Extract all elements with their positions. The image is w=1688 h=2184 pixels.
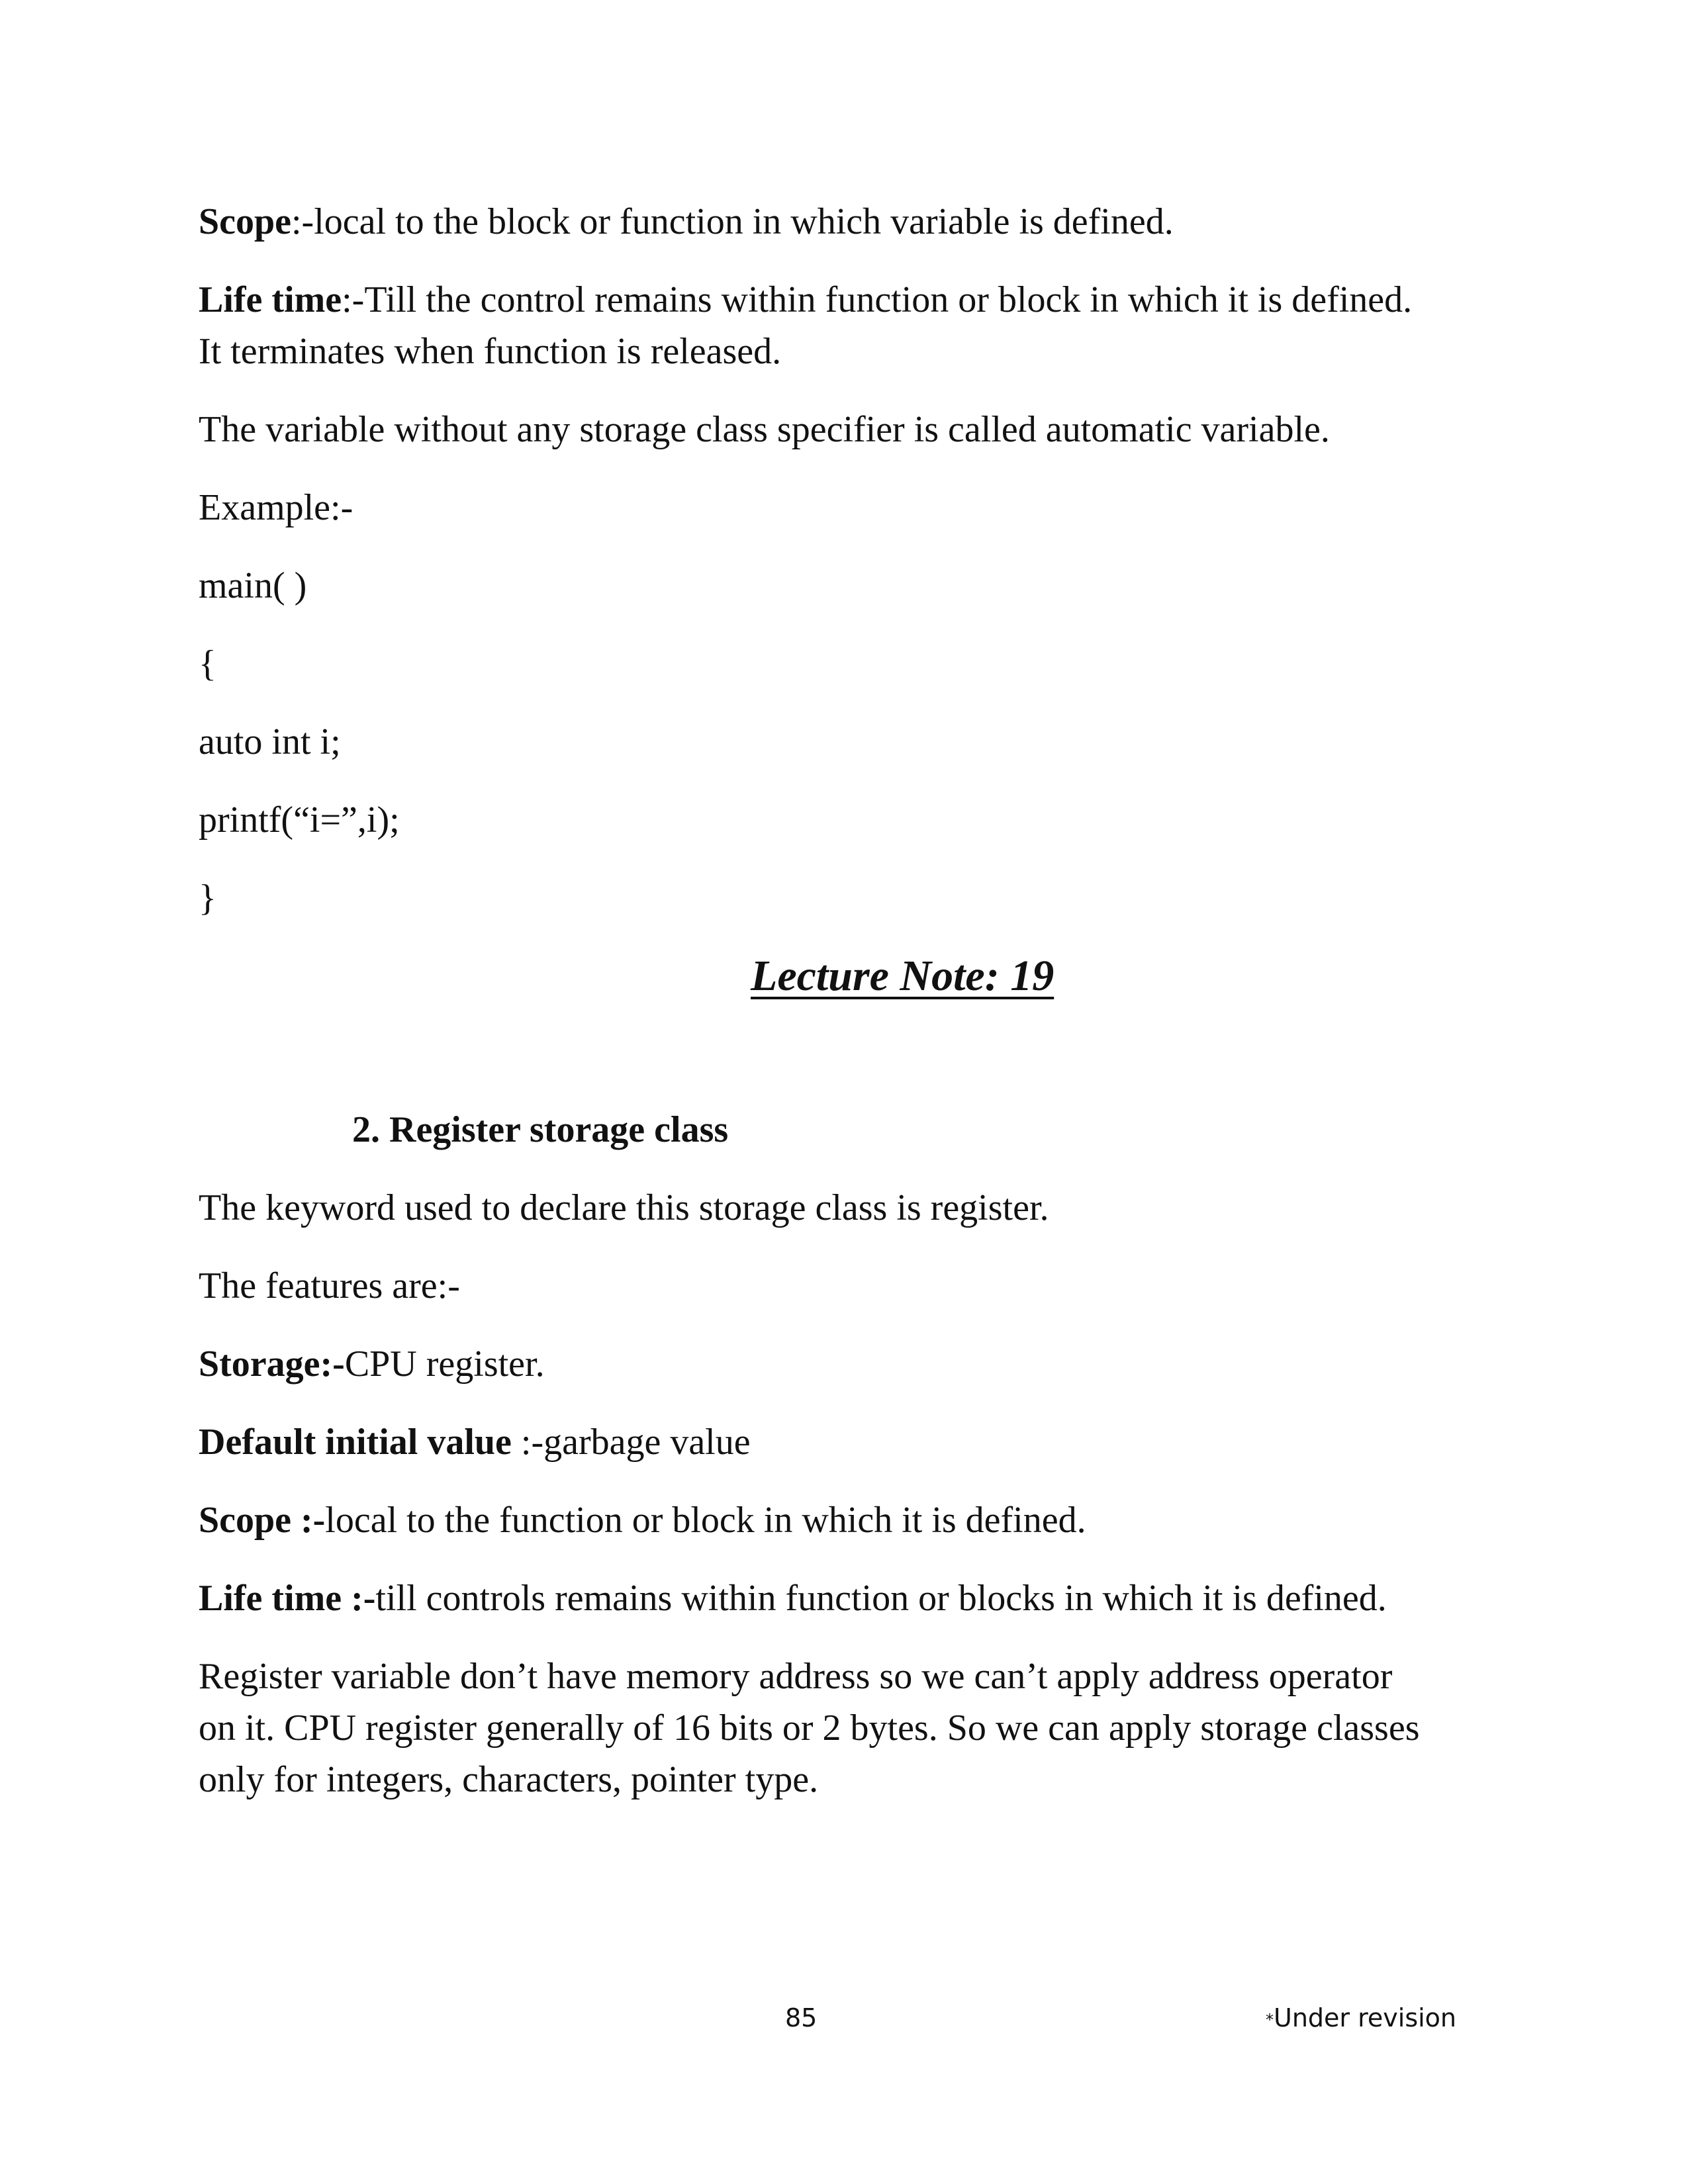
register-lifetime-text: till controls remains within function or blocks in which it is defined. bbox=[375, 1578, 1387, 1619]
lifetime-text-line1: :-Till the control remains within function or block in which it is defined. bbox=[342, 279, 1413, 320]
code-line-1: main( ) bbox=[199, 565, 307, 606]
register-scope-label: Scope :- bbox=[199, 1500, 326, 1541]
scope-label: Scope bbox=[199, 201, 291, 242]
register-lifetime-label: Life time :- bbox=[199, 1578, 376, 1619]
storage-label: Storage:- bbox=[199, 1343, 345, 1385]
page-number: 85 bbox=[785, 2003, 818, 2032]
scope-paragraph bbox=[199, 196, 1174, 248]
register-lifetime-paragraph bbox=[199, 1572, 1387, 1624]
register-scope-paragraph bbox=[199, 1494, 1086, 1546]
lifetime-paragraph-line1 bbox=[199, 274, 1412, 326]
register-note-line2: on it. CPU register generally of 16 bits or 2 bytes. So we can apply storage classes bbox=[199, 1707, 1420, 1749]
default-value-label: Default initial value bbox=[199, 1422, 512, 1463]
lifetime-text-line2: It terminates when function is released. bbox=[199, 331, 782, 372]
revision-text: Under revision bbox=[1274, 2003, 1457, 2032]
revision-star: * bbox=[1266, 2011, 1274, 2029]
code-line-2: { bbox=[199, 643, 216, 684]
section-title: 2. Register storage class bbox=[352, 1109, 729, 1150]
default-value-paragraph bbox=[199, 1416, 751, 1468]
code-line-3: auto int i; bbox=[199, 721, 341, 762]
register-note-line3: only for integers, characters, pointer type. bbox=[199, 1759, 819, 1800]
code-line-4: printf(“i=”,i); bbox=[199, 799, 400, 841]
code-line-5: } bbox=[199, 878, 216, 919]
revision-note bbox=[1266, 2001, 1456, 2036]
automatic-variable-definition: The variable without any storage class specifier is called automatic variable. bbox=[199, 409, 1330, 450]
register-scope-text: local to the function or block in which it is defined. bbox=[325, 1500, 1086, 1541]
example-label: Example:- bbox=[199, 487, 353, 528]
default-value-text: :-garbage value bbox=[511, 1422, 751, 1463]
register-keyword-line: The keyword used to declare this storage class is register. bbox=[199, 1187, 1049, 1228]
scope-text: :-local to the block or function in which variable is defined. bbox=[291, 201, 1174, 242]
register-note-line1: Register variable don’t have memory address so we can’t apply address operator bbox=[199, 1656, 1393, 1697]
lifetime-label: Life time bbox=[199, 279, 342, 320]
storage-text: CPU register. bbox=[344, 1343, 545, 1385]
lecture-note-heading: Lecture Note: 19 bbox=[751, 952, 1055, 1000]
storage-paragraph bbox=[199, 1338, 545, 1390]
features-intro: The features are:- bbox=[199, 1265, 460, 1306]
